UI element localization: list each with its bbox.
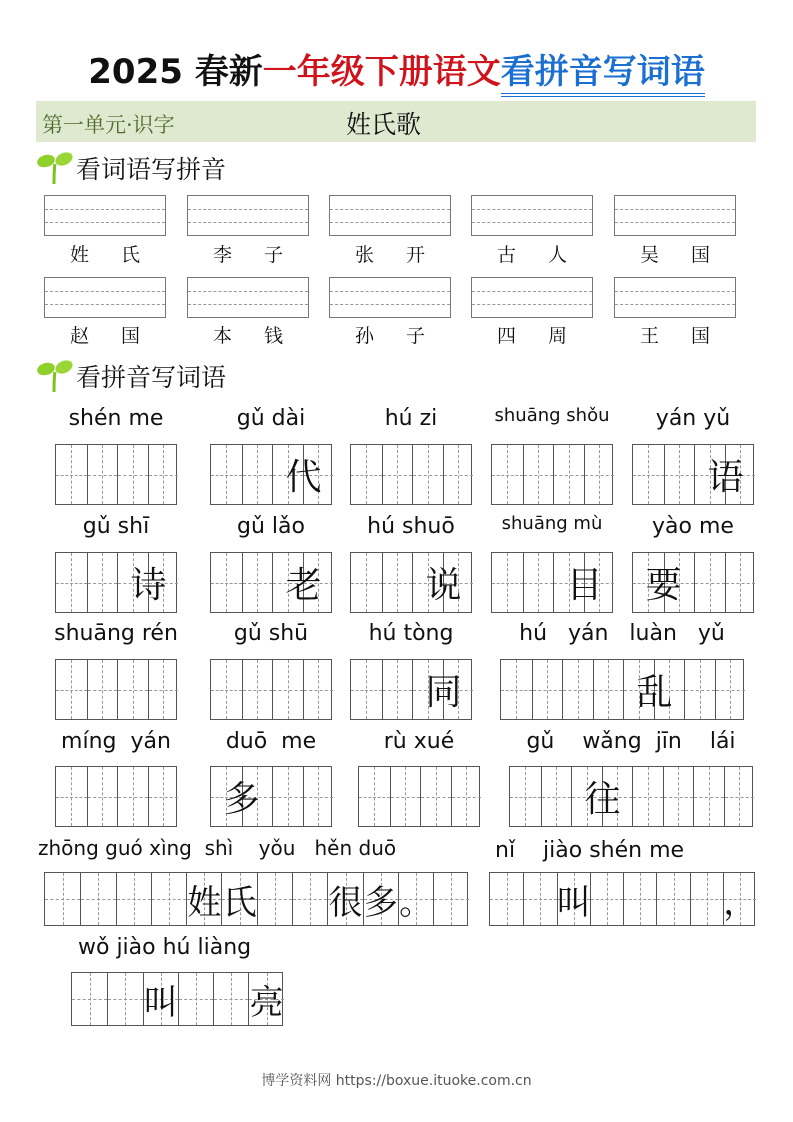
title-year: 2025 春新 xyxy=(88,52,263,92)
worksheet-title xyxy=(0,44,793,93)
pinyin-prompt: hú zi xyxy=(384,406,438,431)
tianzige-grid xyxy=(210,552,332,613)
given-character: 亮 xyxy=(249,982,284,1023)
given-character xyxy=(72,973,107,1025)
given-character xyxy=(554,445,615,504)
given-character xyxy=(633,767,694,826)
writing-cell[interactable] xyxy=(590,873,623,925)
writing-cell[interactable] xyxy=(664,553,695,612)
given-character xyxy=(57,445,118,504)
writing-cell[interactable] xyxy=(257,873,292,925)
tianzige-grid xyxy=(350,552,472,613)
pinyin-prompt: hú yán luàn yǔ xyxy=(519,621,725,646)
word-label: 王 国 xyxy=(639,325,710,347)
given-character: 姓 xyxy=(187,882,222,923)
given-character xyxy=(434,873,468,925)
section1-heading-text: 看词语写拼音 xyxy=(76,155,227,184)
given-character xyxy=(273,660,334,719)
writing-cell[interactable] xyxy=(242,445,273,504)
given-character: 代 xyxy=(285,457,322,498)
pinyin-answer-box[interactable] xyxy=(329,277,451,318)
writing-cell[interactable] xyxy=(663,767,694,826)
word-label: 姓 氏 xyxy=(69,244,140,266)
given-character xyxy=(502,660,563,719)
sentence-pinyin: nǐ jiào shén me xyxy=(495,838,685,863)
given-character xyxy=(563,660,624,719)
given-character: 氏 xyxy=(222,882,257,923)
writing-cell[interactable] xyxy=(45,873,80,925)
given-character xyxy=(258,873,292,925)
writing-cell[interactable] xyxy=(382,445,413,504)
tianzige-grid xyxy=(509,766,753,827)
given-character xyxy=(624,660,685,719)
writing-cell[interactable] xyxy=(443,660,474,719)
sprout-icon xyxy=(36,358,74,394)
pinyin-prompt: yán yǔ xyxy=(655,406,731,431)
given-character xyxy=(118,767,179,826)
given-character xyxy=(293,873,327,925)
pinyin-prompt: shuāng shǒu xyxy=(494,405,610,426)
writing-cell[interactable] xyxy=(523,445,554,504)
given-character: 要 xyxy=(645,565,682,606)
writing-cell[interactable] xyxy=(327,873,362,925)
tianzige-grid xyxy=(210,659,332,720)
writing-cell[interactable] xyxy=(433,873,468,925)
word-label: 吴 国 xyxy=(639,244,710,266)
tianzige-grid xyxy=(55,552,177,613)
writing-cell[interactable] xyxy=(690,873,723,925)
given-character xyxy=(413,553,474,612)
pinyin-prompt: míng yán xyxy=(61,729,171,754)
pinyin-answer-box[interactable] xyxy=(614,195,736,236)
pinyin-prompt: shén me xyxy=(68,406,164,431)
writing-cell[interactable] xyxy=(303,445,334,504)
given-character: 乱 xyxy=(636,672,673,713)
tianzige-grid xyxy=(210,766,332,827)
given-character xyxy=(695,553,756,612)
sentence-pinyin: wǒ jiào hú liàng xyxy=(78,935,252,960)
given-character xyxy=(273,553,334,612)
sprout-icon xyxy=(36,150,74,186)
section-heading-write-pinyin xyxy=(36,150,226,186)
given-character xyxy=(118,553,179,612)
pinyin-prompt: gǔ wǎng jīn lái xyxy=(526,729,736,754)
tianzige-grid xyxy=(55,444,177,505)
tianzige-grid xyxy=(350,444,472,505)
writing-cell[interactable] xyxy=(242,660,273,719)
pinyin-answer-box[interactable] xyxy=(44,277,166,318)
given-character xyxy=(81,873,115,925)
writing-cell[interactable] xyxy=(443,445,474,504)
pinyin-answer-box[interactable] xyxy=(614,277,736,318)
pinyin-prompt: gǔ shū xyxy=(233,621,309,646)
word-label: 赵 国 xyxy=(69,325,140,347)
writing-cell[interactable] xyxy=(623,873,656,925)
given-character xyxy=(591,873,623,925)
writing-cell[interactable] xyxy=(490,873,523,925)
given-character: 目 xyxy=(566,565,603,606)
writing-cell[interactable] xyxy=(292,873,327,925)
given-character xyxy=(360,767,421,826)
writing-cell[interactable] xyxy=(451,767,482,826)
given-character xyxy=(273,445,334,504)
given-character xyxy=(57,767,118,826)
writing-cell[interactable] xyxy=(116,873,151,925)
writing-cell[interactable] xyxy=(87,445,118,504)
tianzige-grid xyxy=(632,552,754,613)
given-character xyxy=(421,767,482,826)
word-label: 李 子 xyxy=(212,244,283,266)
writing-cell[interactable] xyxy=(725,553,756,612)
pinyin-answer-box[interactable] xyxy=(44,195,166,236)
writing-cell[interactable] xyxy=(398,873,433,925)
tianzige-grid xyxy=(491,552,613,613)
writing-cell[interactable] xyxy=(593,660,624,719)
given-character xyxy=(152,873,186,925)
tianzige-grid xyxy=(491,444,613,505)
given-character xyxy=(493,445,554,504)
writing-cell[interactable] xyxy=(80,873,115,925)
writing-cell[interactable] xyxy=(148,660,179,719)
given-character: ， xyxy=(723,882,758,923)
pinyin-prompt: yào me xyxy=(652,514,734,539)
word-label: 孙 子 xyxy=(354,325,425,347)
given-character xyxy=(413,660,474,719)
writing-cell[interactable] xyxy=(654,660,685,719)
given-character: 说 xyxy=(425,565,462,606)
pinyin-prompt: shuāng mù xyxy=(501,513,603,534)
title-grade: 一年级下册语文 xyxy=(262,52,501,92)
sentence-grid xyxy=(44,872,468,926)
given-character xyxy=(117,873,151,925)
given-character: 。 xyxy=(399,882,434,923)
writing-cell[interactable] xyxy=(87,660,118,719)
pinyin-answer-box[interactable] xyxy=(329,195,451,236)
given-character xyxy=(352,445,413,504)
writing-cell[interactable] xyxy=(143,973,178,1025)
writing-cell[interactable] xyxy=(221,873,256,925)
tianzige-grid xyxy=(358,766,480,827)
given-character xyxy=(685,660,746,719)
section2-heading-text: 看拼音写词语 xyxy=(76,363,227,392)
given-character xyxy=(695,445,756,504)
writing-cell[interactable] xyxy=(87,767,118,826)
tianzige-grid xyxy=(632,444,754,505)
unit-banner xyxy=(36,101,756,142)
given-character xyxy=(511,767,572,826)
given-character xyxy=(118,445,179,504)
given-character: 同 xyxy=(425,672,462,713)
tianzige-grid xyxy=(55,659,177,720)
writing-cell[interactable] xyxy=(178,973,213,1025)
writing-cell[interactable] xyxy=(532,660,563,719)
writing-cell[interactable] xyxy=(303,660,334,719)
given-character: 诗 xyxy=(130,565,167,606)
word-label: 四 周 xyxy=(496,325,567,347)
given-character xyxy=(212,660,273,719)
writing-cell[interactable] xyxy=(213,973,248,1025)
footer-watermark: 博学资料网 https://boxue.ituoke.com.cn xyxy=(261,1073,532,1089)
given-character xyxy=(108,973,142,1025)
section-heading-write-words xyxy=(36,358,226,394)
given-character: 多 xyxy=(363,882,398,923)
given-character: 叫 xyxy=(556,882,591,923)
unit-label: 第一单元·识字 xyxy=(42,113,175,137)
tianzige-grid xyxy=(350,659,472,720)
given-character xyxy=(624,873,656,925)
writing-cell[interactable] xyxy=(725,445,756,504)
given-character xyxy=(634,445,695,504)
writing-cell[interactable] xyxy=(382,553,413,612)
pinyin-prompt: gǔ dài xyxy=(236,406,306,431)
given-character: 叫 xyxy=(143,982,178,1023)
writing-cell[interactable] xyxy=(148,445,179,504)
writing-cell[interactable] xyxy=(248,973,283,1025)
given-character: 语 xyxy=(707,457,744,498)
writing-cell[interactable] xyxy=(584,553,615,612)
pinyin-answer-box[interactable] xyxy=(471,277,593,318)
writing-cell[interactable] xyxy=(107,973,142,1025)
given-character: 往 xyxy=(584,779,621,820)
given-character xyxy=(694,767,755,826)
writing-cell[interactable] xyxy=(664,445,695,504)
writing-cell[interactable] xyxy=(303,767,334,826)
given-character xyxy=(352,660,413,719)
word-label: 张 开 xyxy=(354,244,425,266)
given-character: 老 xyxy=(285,565,322,606)
sentence-pinyin: zhōng guó xìng shì yǒu hěn duō xyxy=(38,836,397,860)
writing-cell[interactable] xyxy=(363,873,398,925)
pinyin-prompt: shuāng rén xyxy=(54,621,178,646)
writing-cell[interactable] xyxy=(303,553,334,612)
given-character xyxy=(45,873,80,925)
writing-cell[interactable] xyxy=(557,873,590,925)
pinyin-prompt: hú shuō xyxy=(367,514,455,539)
title-topic: 看拼音写词语 xyxy=(501,52,705,97)
given-character xyxy=(179,973,213,1025)
given-character xyxy=(212,553,273,612)
given-character: 多 xyxy=(223,779,260,820)
writing-cell[interactable] xyxy=(72,973,107,1025)
writing-cell[interactable] xyxy=(541,767,572,826)
writing-cell[interactable] xyxy=(148,767,179,826)
writing-cell[interactable] xyxy=(382,660,413,719)
given-character xyxy=(57,553,118,612)
writing-cell[interactable] xyxy=(602,767,633,826)
given-character xyxy=(352,553,413,612)
given-character xyxy=(634,553,695,612)
pinyin-prompt: gǔ lǎo xyxy=(237,514,305,539)
given-character xyxy=(57,660,118,719)
word-label: 本 钱 xyxy=(212,325,283,347)
writing-cell[interactable] xyxy=(151,873,186,925)
pinyin-answer-box[interactable] xyxy=(187,277,309,318)
given-character xyxy=(273,767,334,826)
given-character xyxy=(490,873,523,925)
given-character xyxy=(413,445,474,504)
pinyin-answer-box[interactable] xyxy=(471,195,593,236)
pinyin-answer-box[interactable] xyxy=(187,195,309,236)
writing-cell[interactable] xyxy=(724,767,755,826)
lesson-title: 姓氏歌 xyxy=(346,110,422,139)
word-label: 古 人 xyxy=(496,244,567,266)
writing-cell[interactable] xyxy=(723,873,756,925)
writing-cell[interactable] xyxy=(186,873,221,925)
writing-cell[interactable] xyxy=(242,767,273,826)
given-character xyxy=(212,445,273,504)
writing-cell[interactable] xyxy=(523,553,554,612)
given-character xyxy=(214,973,248,1025)
given-character xyxy=(493,553,554,612)
writing-cell[interactable] xyxy=(443,553,474,612)
given-character xyxy=(554,553,615,612)
writing-cell[interactable] xyxy=(584,445,615,504)
tianzige-grid xyxy=(500,659,744,720)
given-character xyxy=(691,873,723,925)
pinyin-prompt: duō me xyxy=(225,729,317,754)
given-character xyxy=(524,873,556,925)
tianzige-grid xyxy=(55,766,177,827)
given-character xyxy=(572,767,633,826)
given-character: 很 xyxy=(328,882,363,923)
writing-cell[interactable] xyxy=(87,553,118,612)
writing-cell[interactable] xyxy=(148,553,179,612)
sentence-grid xyxy=(489,872,758,926)
given-character xyxy=(657,873,689,925)
writing-cell[interactable] xyxy=(523,873,556,925)
writing-cell[interactable] xyxy=(715,660,746,719)
writing-cell[interactable] xyxy=(656,873,689,925)
pinyin-prompt: rù xué xyxy=(383,729,455,754)
tianzige-grid xyxy=(210,444,332,505)
pinyin-prompt: gǔ shī xyxy=(82,514,150,539)
pinyin-prompt: hú tòng xyxy=(368,621,454,646)
given-character xyxy=(212,767,273,826)
sentence-grid xyxy=(71,972,283,1026)
writing-cell[interactable] xyxy=(390,767,421,826)
writing-cell[interactable] xyxy=(242,553,273,612)
given-character xyxy=(118,660,179,719)
